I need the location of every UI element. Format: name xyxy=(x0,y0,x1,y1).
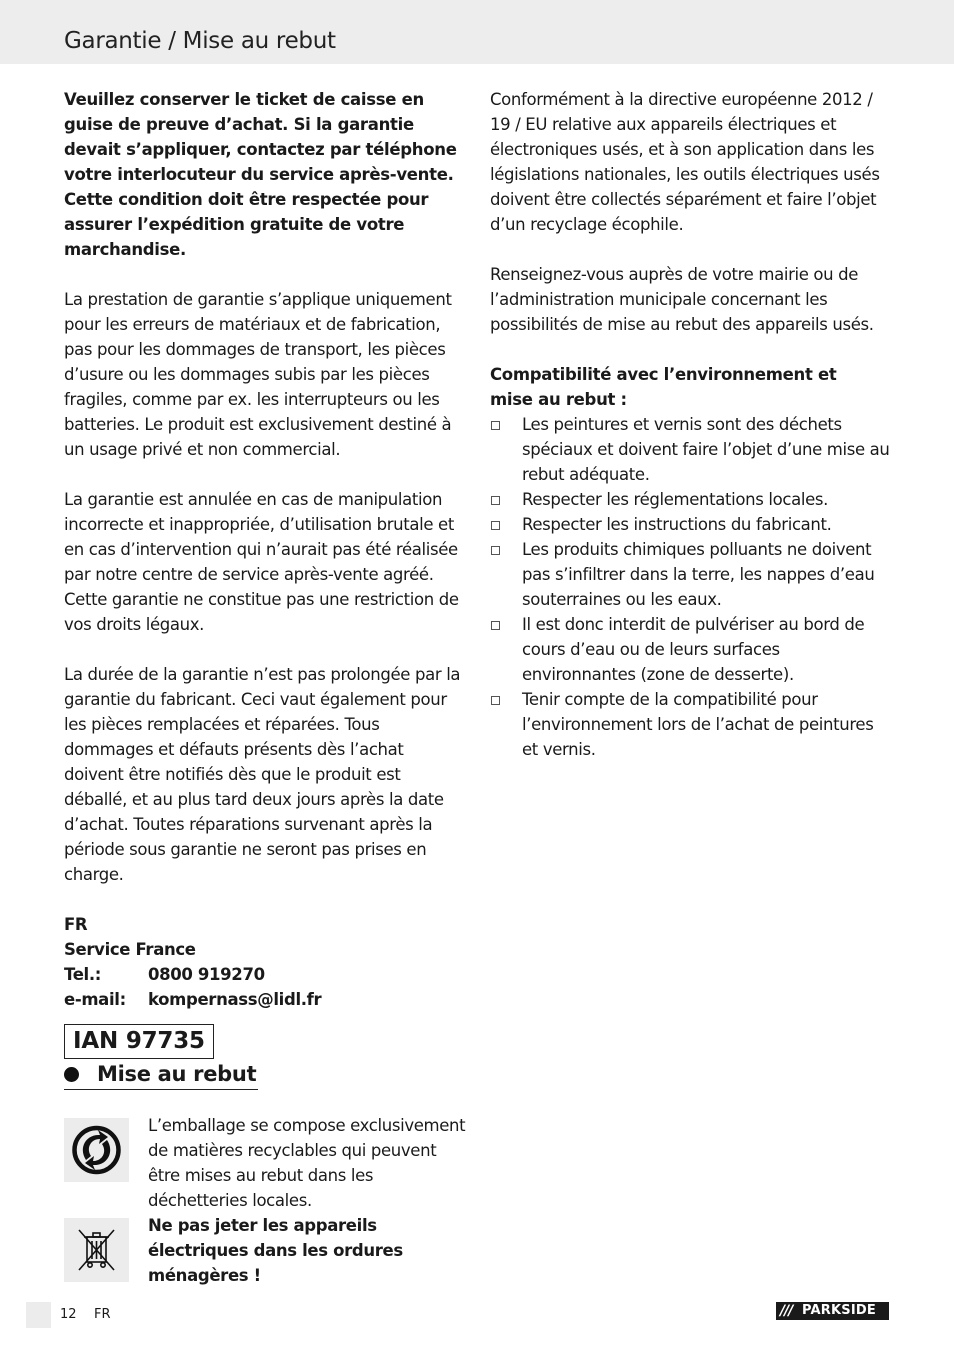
footer-language: FR xyxy=(94,1307,111,1322)
brand-logo xyxy=(776,1302,889,1320)
contact-country: FR xyxy=(64,915,88,934)
phone-label: Tel.: xyxy=(64,965,102,984)
section-bullet-icon xyxy=(64,1067,79,1082)
checkbox-bullet-icon xyxy=(491,496,500,505)
checkbox-bullet-icon xyxy=(491,546,500,555)
contact-service: Service France xyxy=(64,940,196,959)
list-item xyxy=(490,537,892,612)
phone-number: 0800 919270 xyxy=(148,965,265,984)
list-item xyxy=(490,487,892,512)
brand-mark: /// xyxy=(780,1303,793,1319)
contact-email-row xyxy=(64,987,464,1012)
list-item xyxy=(490,512,892,537)
inform-paragraph: Renseignez-vous auprès de votre mairie ou de l’administration municipale concernant les possibilités de mise au rebut des appareils usés. xyxy=(490,265,874,334)
checkbox-bullet-icon xyxy=(491,421,500,430)
page-number: 12 xyxy=(60,1307,77,1322)
recycle-icon-box xyxy=(64,1118,129,1182)
packaging-text: L’emballage se compose exclusivement de matières recyclables qui peuvent être mises au rebut dans les déchetteries locales. xyxy=(148,1116,466,1210)
list-item xyxy=(490,412,892,487)
checkbox-bullet-icon xyxy=(491,621,500,630)
bullet-text: Tenir compte de la compatibilité pour l’environnement lors de l’achat de peintures et vernis. xyxy=(522,690,874,759)
list-item xyxy=(490,687,892,762)
green-dot-recycling-icon xyxy=(64,1118,129,1182)
right-column xyxy=(490,87,892,762)
page-title: Garantie / Mise au rebut xyxy=(64,28,336,54)
warranty-duration-paragraph: La durée de la garantie n’est pas prolongée par la garantie du fabricant. Ceci vaut également pour les pièces remplacées et réparées. Tous dommages et défauts présents dès l’achat doivent être notifiés dès que le produit est déballé, et au plus tard deux jours après la date d’achat. Toutes réparations survenant après la période sous garantie ne seront pas prises en charge. xyxy=(64,665,461,884)
weee-icon-box xyxy=(64,1218,129,1282)
checkbox-bullet-icon xyxy=(491,696,500,705)
list-item xyxy=(490,612,892,687)
checkbox-bullet-icon xyxy=(491,521,500,530)
bullet-text: Respecter les réglementations locales. xyxy=(522,490,829,509)
page-header xyxy=(0,0,954,64)
disposal-title: Mise au rebut xyxy=(97,1062,257,1086)
disposal-section-heading xyxy=(64,1059,258,1090)
contact-phone-row xyxy=(64,962,464,987)
bullet-text: Les peintures et vernis sont des déchets spéciaux et doivent faire l’objet d’une mise au rebut adéquate. xyxy=(522,415,890,484)
footer-tab xyxy=(26,1302,51,1328)
environment-heading: Compatibilité avec l’environnement et mise au rebut : xyxy=(490,365,837,409)
email-address: kompernass@lidl.fr xyxy=(148,990,322,1009)
warranty-scope-paragraph: La prestation de garantie s’applique uniquement pour les erreurs de matériaux et de fabrication, pas pour les dommages de transport, les pièces d’usure ou les dommages subis par les pièces fragiles, comme par ex. les interrupteurs ou les batteries. Le produit est exclusivement destiné à un usage privé et non commercial. xyxy=(64,290,452,459)
service-contact xyxy=(64,912,464,1012)
receipt-notice: Veuillez conserver le ticket de caisse en guise de preuve d’achat. Si la garantie devait s’appliquer, contactez par téléphone votre interlocuteur du service après-vente. Cette condition doit être respectée pour assurer l’expédition gratuite de votre marchandise. xyxy=(64,90,457,259)
directive-paragraph: Conformément à la directive européenne 2012 / 19 / EU relative aux appareils électriques et électroniques usés, et à son application dans les législations nationales, les outils électriques usés doivent être collectés séparément et faire l’objet d’un recyclage écophile. xyxy=(490,90,880,234)
brand-name: PARKSIDE xyxy=(802,1303,876,1318)
warranty-void-paragraph: La garantie est annulée en cas de manipulation incorrecte et inappropriée, d’utilisation brutale et en cas d’intervention qui n’aurait pas été réalisée par notre centre de service après-vente agréé. Cette garantie ne constitue pas une restriction de vos droits légaux. xyxy=(64,490,459,634)
bullet-text: Respecter les instructions du fabricant. xyxy=(522,515,832,534)
email-label: e-mail: xyxy=(64,990,126,1009)
weee-warning-text: Ne pas jeter les appareils électriques dans les ordures ménagères ! xyxy=(148,1216,403,1285)
environment-bullet-list xyxy=(490,412,892,762)
ian-box: IAN 97735 xyxy=(64,1024,214,1059)
bullet-text: Les produits chimiques polluants ne doivent pas s’infiltrer dans la terre, les nappes d’eau souterraines ou les eaux. xyxy=(522,540,875,609)
left-column xyxy=(64,87,464,1059)
crossed-out-bin-icon xyxy=(64,1218,129,1282)
bullet-text: Il est donc interdit de pulvériser au bord de cours d’eau ou de leurs surfaces environnantes (zone de desserte). xyxy=(522,615,865,684)
